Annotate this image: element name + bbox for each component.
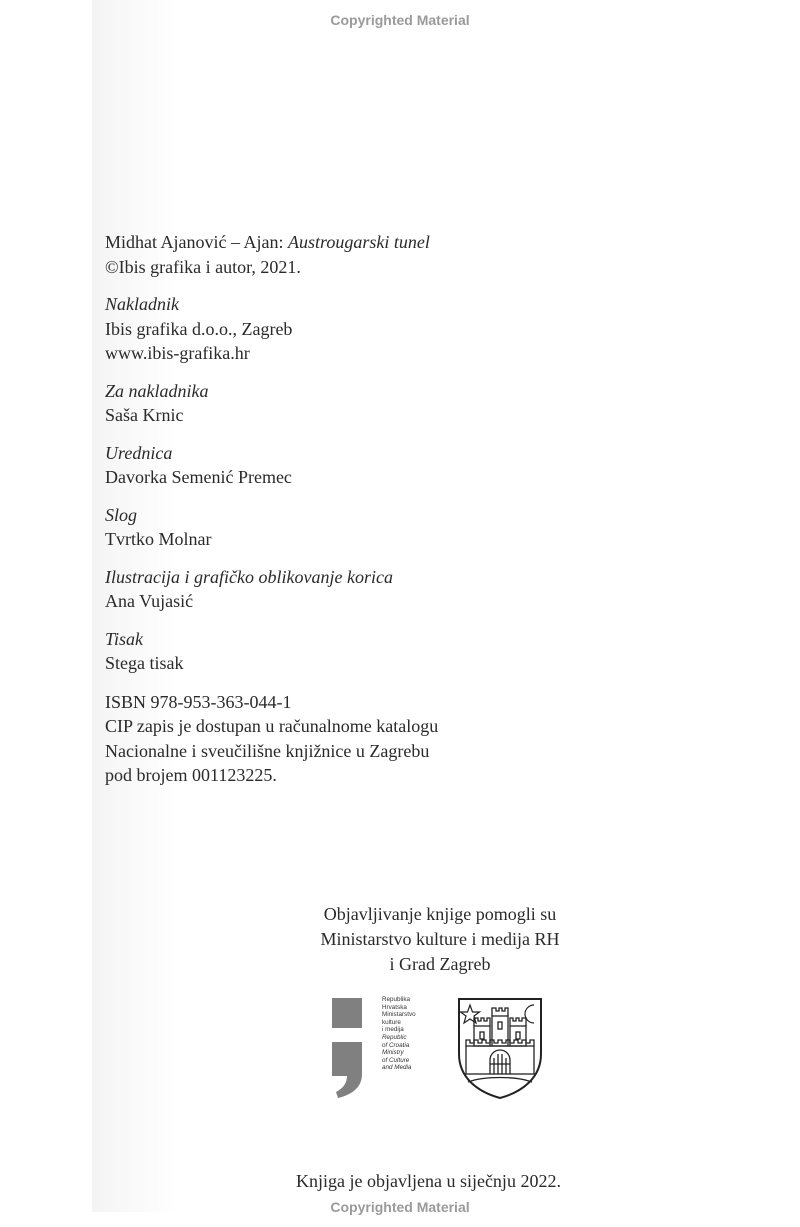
support-statement — [290, 902, 590, 977]
publisher-website: www.ibis-grafika.hr — [105, 343, 250, 363]
support-line-2: Ministarstvo kulture i medija RH — [320, 929, 560, 949]
cip-line-3: pod brojem 001123225. — [105, 765, 277, 785]
publisher-name: Ibis grafika d.o.o., Zagreb — [105, 318, 293, 339]
role-illustration: Ilustracija i grafičko oblikovanje korica — [105, 566, 393, 587]
role-publisher: Nakladnik — [105, 294, 179, 314]
typesetting-name: Tvrtko Molnar — [105, 529, 212, 549]
role-printing: Tisak — [105, 628, 144, 649]
author-name: Midhat Ajanović – Ajan: — [105, 232, 288, 252]
editor-name: Davorka Semenić Premec — [105, 467, 292, 487]
zagreb-coat-of-arms-icon — [456, 996, 544, 1100]
for-publisher-name: Saša Krnic — [105, 405, 184, 425]
support-line-3: i Grad Zagreb — [389, 954, 491, 974]
printing-name: Stega tisak — [105, 653, 184, 673]
watermark-top: Copyrighted Material — [330, 12, 470, 28]
ministry-logo-text: Republika Hrvatska Ministarstvo kulture i medija Republic of Croatia Ministry of Culture and Media — [382, 996, 416, 1072]
isbn-line: ISBN 978-953-363-044-1 — [105, 691, 292, 712]
publication-note: Knjiga je objavljena u siječnju 2022. — [296, 1171, 561, 1191]
cip-line-2: Nacionalne i sveučilišne knjižnice u Zagrebu — [105, 740, 430, 761]
title-line — [105, 230, 565, 255]
role-editor: Urednica — [105, 442, 173, 463]
cip-line-1: CIP zapis je dostupan u računalnome katalogu — [105, 716, 439, 736]
watermark-bottom: Copyrighted Material — [330, 1199, 470, 1215]
ministry-culture-logo — [332, 996, 422, 1100]
book-title: Austrougarski tunel — [287, 232, 430, 252]
ministry-logo-square-icon — [332, 998, 362, 1028]
role-typesetting: Slog — [105, 504, 138, 525]
imprint-credits — [105, 230, 565, 788]
ministry-logo-comma-icon — [332, 1042, 362, 1098]
role-for-publisher: Za nakladnika — [105, 380, 209, 401]
illustration-name: Ana Vujasić — [105, 591, 194, 611]
support-line-1: Objavljivanje knjige pomogli su — [323, 904, 557, 924]
copyright-line: ©Ibis grafika i autor, 2021. — [105, 256, 301, 277]
